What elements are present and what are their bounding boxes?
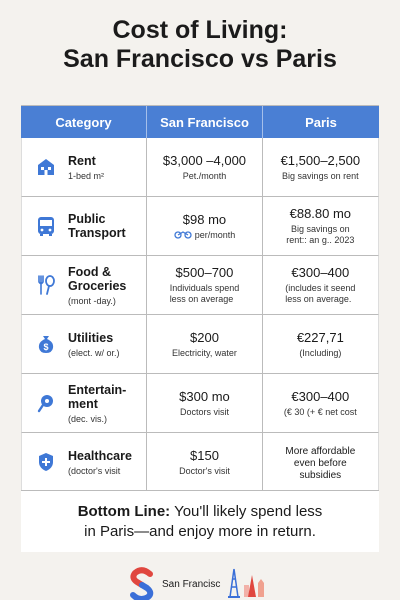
food-icon [36, 274, 56, 296]
paris-note: (includes it seend less on average. [285, 283, 356, 304]
header-san-francisco: San Francisco [147, 106, 263, 138]
title-line-1: Cost of Living: [112, 16, 288, 44]
bottom-line-body-1: You'll likely spend less [170, 502, 323, 520]
category-name: Healthcare [68, 448, 132, 463]
footer-label: San Francisc [162, 578, 221, 590]
sf-cell [147, 197, 262, 255]
category-name: Entertain- ment [68, 382, 127, 411]
category-cell [22, 138, 147, 196]
sf-note: Pet./month [182, 170, 227, 181]
category-sub: (mont -day.) [68, 295, 116, 306]
sf-note: Doctor's visit [179, 465, 230, 476]
table-row [21, 374, 379, 433]
paris-value: €227,71 [296, 329, 344, 345]
table-row [21, 315, 379, 374]
paris-cell [263, 315, 378, 373]
category-cell [22, 433, 147, 491]
category-cell [22, 256, 147, 314]
comparison-table [21, 105, 379, 492]
sf-cell [147, 374, 262, 432]
money-bag-icon [36, 333, 56, 355]
paris-note: (€ 30 (+ € net cost [283, 406, 357, 417]
ticket-icon [36, 392, 56, 414]
shield-plus-icon [36, 451, 56, 473]
category-cell [22, 315, 147, 373]
paris-value: More affordable even before subsidies [285, 445, 356, 481]
table-row [21, 433, 379, 492]
bus-icon [36, 215, 56, 237]
sf-note: per/month [194, 229, 236, 240]
sf-value: $3,000 –4,000 [162, 152, 247, 168]
sf-value: $500–700 [175, 265, 234, 280]
category-sub: (dec. vis.) [68, 413, 108, 424]
s-logo-icon [128, 567, 156, 600]
paris-cell [263, 138, 378, 196]
category-cell [22, 197, 147, 255]
category-sub: (doctor's visit [68, 465, 121, 476]
page-title [0, 16, 400, 74]
bike-icon [174, 231, 192, 239]
sf-value: $150 [190, 447, 219, 463]
bottom-line-label: Bottom Line: [77, 502, 171, 520]
sf-cell [147, 433, 262, 491]
paris-value: €300–400 [291, 265, 350, 280]
bottom-line-box [21, 490, 379, 552]
sf-cell [147, 315, 262, 373]
header-category: Category [21, 106, 147, 138]
table-row [21, 138, 379, 197]
table-header [21, 106, 379, 138]
sf-value: $200 [190, 329, 219, 345]
sf-cell [147, 138, 262, 196]
sf-note: Electricity, water [172, 347, 237, 358]
paris-cell [263, 256, 378, 314]
category-name: Public Transport [68, 212, 126, 240]
svg-text:$: $ [43, 342, 49, 352]
sf-cell [147, 256, 262, 314]
category-sub: 1-bed m² [68, 170, 105, 181]
header-paris: Paris [305, 114, 337, 130]
category-cell [22, 374, 147, 432]
paris-cell [263, 197, 378, 255]
paris-note: Big savings on rent [282, 170, 359, 181]
paris-note: (Including) [299, 347, 342, 358]
title-line-2: San Francisco vs Paris [63, 45, 337, 73]
sf-value: $98 mo [182, 211, 227, 227]
sf-note: Doctors visit [179, 406, 229, 417]
category-name: Food & Groceries [68, 264, 127, 293]
paris-cell [263, 433, 378, 491]
paris-value: €300–400 [291, 388, 350, 404]
house-icon [36, 156, 56, 178]
bottom-line-text-1 [78, 502, 323, 522]
bottom-line-body-2: in Paris—and enjoy more in return. [84, 522, 316, 540]
sf-value: $300 mo [179, 388, 230, 404]
paris-cell [263, 374, 378, 432]
sf-note: Individuals spend less on average [169, 283, 240, 304]
paris-note: Big savings on rent:: an g.. 2023 [286, 224, 355, 245]
category-name: Utilities [68, 330, 114, 345]
landmarks-icon [224, 567, 268, 600]
category-sub: (elect. w/ or.) [68, 347, 120, 358]
sf-note-wrap [174, 230, 236, 241]
category-name: Rent [68, 153, 96, 168]
footer-logo [128, 564, 268, 600]
paris-value: €1,500–2,500 [280, 152, 361, 168]
table-row [21, 197, 379, 256]
paris-value: €88.80 mo [289, 206, 352, 221]
table-row [21, 256, 379, 315]
